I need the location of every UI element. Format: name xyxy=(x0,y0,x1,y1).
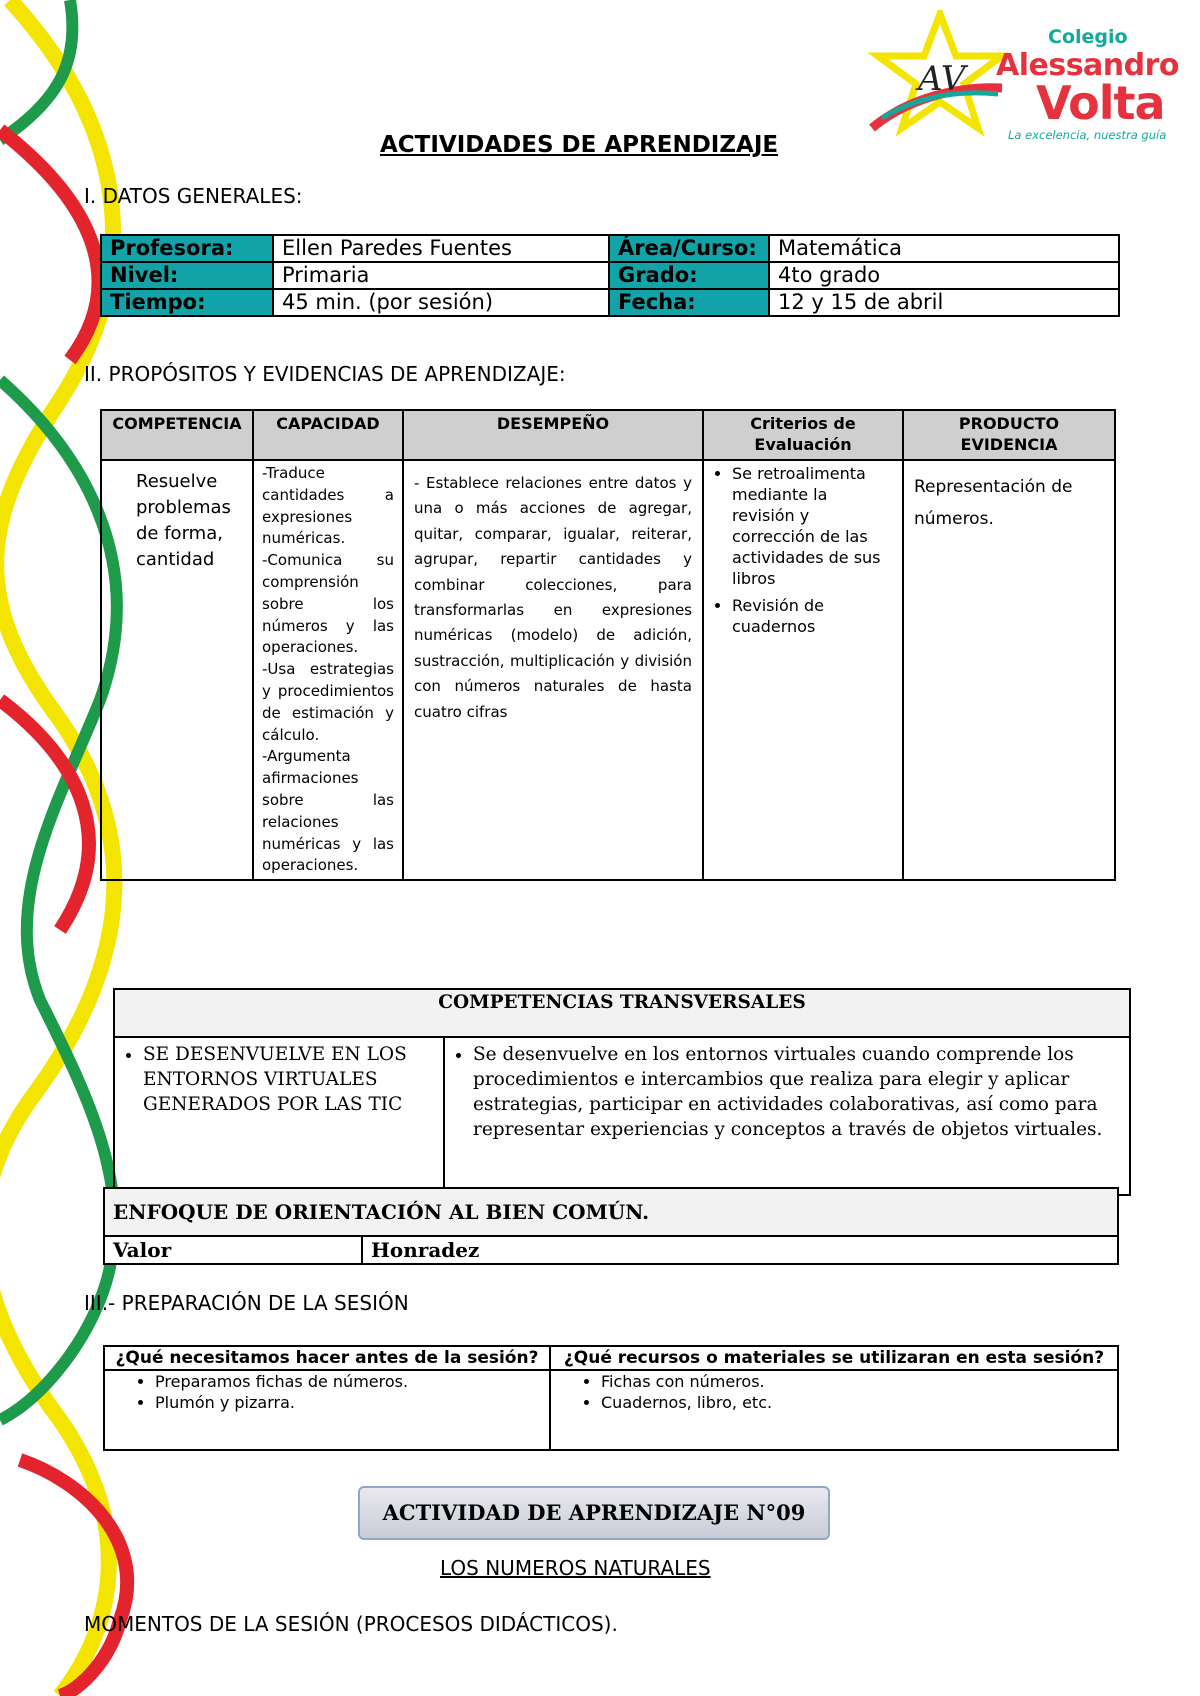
cell-transversal-competencia xyxy=(114,1037,444,1195)
criterio-item: • Revisión de cuadernos xyxy=(732,595,894,637)
section-propositos: II. PROPÓSITOS Y EVIDENCIAS DE APRENDIZAJE: xyxy=(84,362,566,386)
datos-generales-table xyxy=(100,234,1120,317)
logo-name-last: Volta xyxy=(1036,76,1165,130)
cell-recursos xyxy=(550,1370,1118,1450)
table-row xyxy=(101,289,1119,316)
header-capacidad: CAPACIDAD xyxy=(253,410,403,460)
transversal-descripcion: • Se desenvuelve en los entornos virtuales cuando comprende los procedimientos e intercambios que realiza para elegir y aplicar estrategias, participar en actividades colaborativas, así como para representar experiencias y conceptos a través de objetos virtuales. xyxy=(473,1042,1123,1142)
table-row xyxy=(101,235,1119,262)
value-grado: 4to grado xyxy=(769,262,1119,289)
preparacion-table xyxy=(103,1345,1119,1451)
cell-capacidad xyxy=(253,460,403,880)
logo-monogram: AV xyxy=(918,59,966,99)
section-datos-generales: I. DATOS GENERALES: xyxy=(84,184,303,208)
enfoque-table xyxy=(103,1187,1119,1265)
list-item: • Fichas con números. xyxy=(601,1371,1107,1392)
page-title: ACTIVIDADES DE APRENDIZAJE xyxy=(380,132,779,158)
header-competencia: COMPETENCIA xyxy=(101,410,253,460)
school-logo xyxy=(868,10,1188,140)
capacidad-item: -Argumenta afirmaciones sobre las relaciones numéricas y las operaciones. xyxy=(262,747,394,875)
header-criterios: Criterios de Evaluación xyxy=(703,410,903,460)
competencias-transversales-table xyxy=(113,988,1131,1196)
header-transversales: COMPETENCIAS TRANSVERSALES xyxy=(114,989,1130,1037)
list-item: • Preparamos fichas de números. xyxy=(155,1371,539,1392)
table-row xyxy=(101,262,1119,289)
valor-value: Honradez xyxy=(362,1236,1118,1264)
cell-transversal-descripcion xyxy=(444,1037,1130,1195)
header-recursos: ¿Qué recursos o materiales se utilizaran en esta sesión? xyxy=(550,1346,1118,1370)
cell-antes xyxy=(104,1370,550,1450)
value-nivel: Primaria xyxy=(273,262,609,289)
enfoque-title: ENFOQUE DE ORIENTACIÓN AL BIEN COMÚN. xyxy=(104,1188,1118,1236)
capacidad-item: -Usa estrategias y procedimientos de estimación y cálculo. xyxy=(262,660,394,744)
header-antes: ¿Qué necesitamos hacer antes de la sesión? xyxy=(104,1346,550,1370)
label-area: Área/Curso: xyxy=(609,235,769,262)
value-area: Matemática xyxy=(769,235,1119,262)
logo-name-first: Alessandro xyxy=(996,48,1180,83)
list-item: • Cuadernos, libro, etc. xyxy=(601,1392,1107,1413)
criterio-item: • Se retroalimenta mediante la revisión y corrección de las actividades de sus libros xyxy=(732,463,894,589)
label-fecha: Fecha: xyxy=(609,289,769,316)
star-logo-icon xyxy=(868,10,1008,140)
table-header-row xyxy=(101,410,1115,460)
table-header-row xyxy=(114,989,1130,1037)
section-preparacion: III.- PREPARACIÓN DE LA SESIÓN xyxy=(84,1291,409,1315)
list-item: • Plumón y pizarra. xyxy=(155,1392,539,1413)
table-row xyxy=(104,1370,1118,1450)
capacidad-item: -Comunica su comprensión sobre los números y las operaciones. xyxy=(262,551,394,657)
header-desempeno: DESEMPEÑO xyxy=(403,410,703,460)
activity-subtitle: LOS NUMEROS NATURALES xyxy=(440,1556,711,1580)
valor-label: Valor xyxy=(104,1236,362,1264)
table-row xyxy=(114,1037,1130,1195)
value-tiempo: 45 min. (por sesión) xyxy=(273,289,609,316)
table-row xyxy=(101,460,1115,880)
cell-competencia: Resuelve problemas de forma, cantidad xyxy=(101,460,253,880)
propositos-table xyxy=(100,409,1116,881)
table-row xyxy=(104,1236,1118,1264)
table-row xyxy=(104,1188,1118,1236)
capacidad-item: -Traduce cantidades a expresiones numéricas. xyxy=(262,464,394,548)
logo-motto: La excelencia, nuestra guía xyxy=(1008,128,1167,142)
label-profesora: Profesora: xyxy=(101,235,273,262)
cell-producto: Representación de números. xyxy=(903,460,1115,880)
value-fecha: 12 y 15 de abril xyxy=(769,289,1119,316)
label-nivel: Nivel: xyxy=(101,262,273,289)
section-momentos: MOMENTOS DE LA SESIÓN (PROCESOS DIDÁCTICOS). xyxy=(84,1612,618,1636)
value-profesora: Ellen Paredes Fuentes xyxy=(273,235,609,262)
label-tiempo: Tiempo: xyxy=(101,289,273,316)
activity-title-box: ACTIVIDAD DE APRENDIZAJE N°09 xyxy=(358,1486,830,1540)
transversal-competencia: • SE DESENVUELVE EN LOS ENTORNOS VIRTUALES GENERADOS POR LAS TIC xyxy=(143,1042,437,1117)
label-grado: Grado: xyxy=(609,262,769,289)
table-header-row xyxy=(104,1346,1118,1370)
cell-criterios xyxy=(703,460,903,880)
cell-desempeno: - Establece relaciones entre datos y una o más acciones de agregar, quitar, comparar, igualar, reiterar, agrupar, repartir cantidades y combinar colecciones, para transformarlas en expresiones numéricas (modelo) de adición, sustracción, multiplicación y división con números naturales de hasta cuatro cifras xyxy=(403,460,703,880)
logo-colegio: Colegio xyxy=(1048,26,1128,48)
header-producto: PRODUCTO EVIDENCIA xyxy=(903,410,1115,460)
